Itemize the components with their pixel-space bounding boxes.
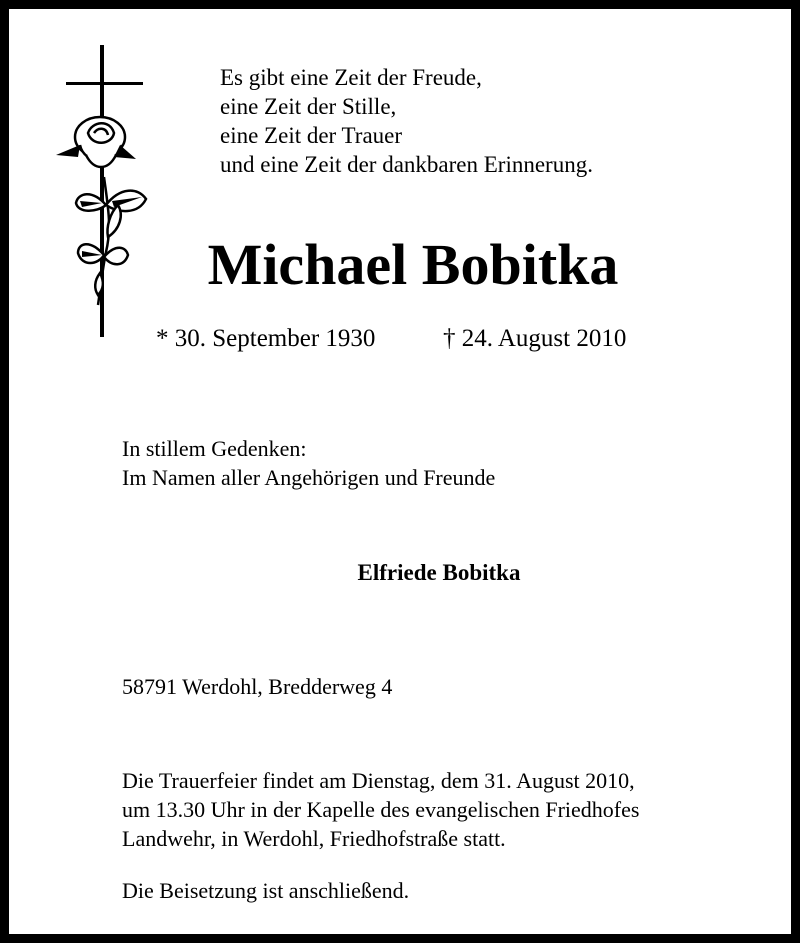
signer-name: Elfriede Bobitka: [357, 560, 521, 585]
poem-line: Es gibt eine Zeit der Freude,: [220, 65, 482, 90]
ceremony-line: Landwehr, in Werdohl, Friedhofstraße statt.: [122, 826, 506, 851]
mourners-line: In stillem Gedenken:: [122, 436, 307, 461]
poem-line: eine Zeit der Trauer: [220, 123, 403, 148]
burial-text: [122, 876, 409, 905]
mourners-line: Im Namen aller Angehörigen und Freunde: [122, 465, 496, 490]
birth-date: * 30. September 1930: [156, 325, 376, 352]
poem-verse: [220, 63, 593, 179]
ceremony-text: [122, 766, 639, 853]
address: [122, 672, 392, 701]
mourners-text: [122, 434, 495, 492]
deceased-name: Michael Bobitka: [207, 232, 619, 297]
ceremony-line: um 13.30 Uhr in der Kapelle des evangelischen Friedhofes: [122, 797, 640, 822]
death-date: † 24. August 2010: [443, 325, 627, 352]
poem-line: eine Zeit der Stille,: [220, 94, 397, 119]
poem-line: und eine Zeit der dankbaren Erinnerung.: [220, 152, 593, 177]
ceremony-line: Die Trauerfeier findet am Dienstag, dem 31. August 2010,: [122, 768, 635, 793]
burial-line: Die Beisetzung ist anschließend.: [122, 878, 410, 903]
address-line: 58791 Werdohl, Bredderweg 4: [122, 674, 393, 699]
